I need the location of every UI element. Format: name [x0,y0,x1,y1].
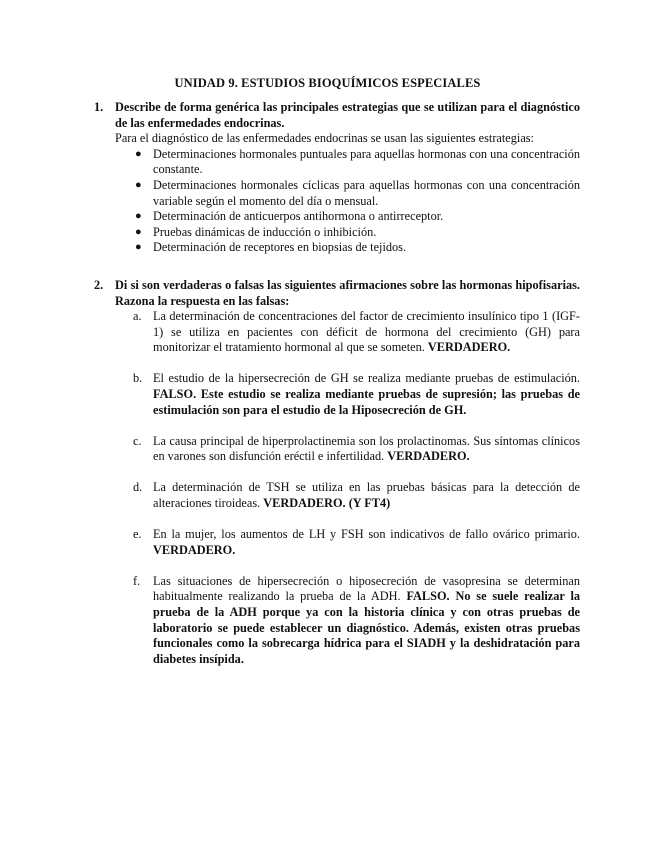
list-item: ● Determinación de receptores en biopsias de tejidos. [135,240,407,255]
answer-verdict: VERDADERO. [387,449,470,464]
question-1-bullet-list [133,147,580,256]
answer-item-f [133,574,580,668]
answer-letter: e. [133,527,142,542]
list-item: ● Determinaciones hormonales cíclicas para aquellas hormonas con una concentración variable según el momento del día o mensual. [135,177,580,208]
list-item: ● Determinación de anticuerpos antihormona o antirreceptor. [135,209,444,224]
bullet-icon: ● [135,210,142,223]
answer-explanation: No se suele realizar la prueba de la ADH porque ya con la historia clínica y con otras pruebas de laboratorio se puede establecer un diagnóstico. Además, existen otras pruebas funcionales como la sobrecarga hídrica para el SIADH y la deshidratación para diabetes insípida. [153,589,581,666]
question-2-text: Di si son verdaderas o falsas las siguientes afirmaciones sobre las hormonas hipofisarias. Razona la respuesta en las falsas: [115,278,580,308]
answer-statement: La causa principal de hiperprolactinemia son los prolactinomas. Sus síntomas clínicos en varones son disfunción eréctil e infertilidad. [153,433,580,464]
answer-letter: a. [133,309,142,324]
question-1-intro: Para el diagnóstico de las enfermedades endocrinas se usan las siguientes estrategias: [115,131,534,146]
answer-verdict: VERDADERO. [153,542,236,557]
answer-letter: b. [133,371,143,386]
answer-letter: d. [133,480,143,495]
answer-verdict: VERDADERO. (Y FT4) [263,496,391,511]
answer-verdict: VERDADERO. [427,340,511,355]
bullet-icon: ● [135,225,142,238]
answer-item-b [133,371,580,418]
answer-item-e [133,527,580,558]
question-1 [96,100,580,256]
answer-statement: El estudio de la hipersecreción de GH se realiza mediante pruebas de estimulación. [153,371,580,386]
answer-item-d [133,480,580,511]
question-1-number: 1. [94,100,104,114]
document-title: UNIDAD 9. ESTUDIOS BIOQUÍMICOS ESPECIALES [174,76,481,90]
answer-statement: En la mujer, los aumentos de LH y FSH son indicativos de fallo ovárico primario. [153,527,580,542]
answer-explanation: Este estudio se realiza mediante pruebas de supresión; las pruebas de estimulación son para el estudio de la Hiposecreción de GH. [153,387,580,417]
answer-letter: f. [133,573,141,588]
answer-verdict: FALSO. [153,387,197,402]
question-2-answer-list [133,309,580,667]
question-2 [96,278,580,683]
list-item: ● Pruebas dinámicas de inducción o inhibición. [135,224,377,239]
bullet-icon: ● [135,147,142,160]
question-1-text: Describe de forma genérica las principales estrategias que se utilizan para el diagnóstico de las enfermedades endocrinas. [115,100,580,130]
bullet-icon: ● [135,241,142,254]
bullet-icon: ● [135,178,142,191]
answer-letter: c. [133,433,142,448]
list-item: ● Determinaciones hormonales puntuales para aquellas hormonas con una concentración constante. [135,146,580,177]
answer-item-c [133,434,580,465]
answer-statement: Las situaciones de hipersecreción o hiposecreción de vasopresina se determinan habitualmente realizando la prueba de la ADH. [153,573,580,604]
answer-verdict: FALSO. [406,589,450,604]
answer-statement: La determinación de TSH se utiliza en las pruebas básicas para la detección de alteraciones tiroideas. [153,480,580,511]
answer-item-a [133,309,580,356]
question-2-number: 2. [94,278,104,292]
answer-statement: La determinación de concentraciones del factor de crecimiento insulínico tipo 1 (IGF-1) se utiliza en pacientes con déficit de hormona del crecimiento (GH) para monitorizar el tratamiento hormonal al que se someten. [153,309,580,355]
